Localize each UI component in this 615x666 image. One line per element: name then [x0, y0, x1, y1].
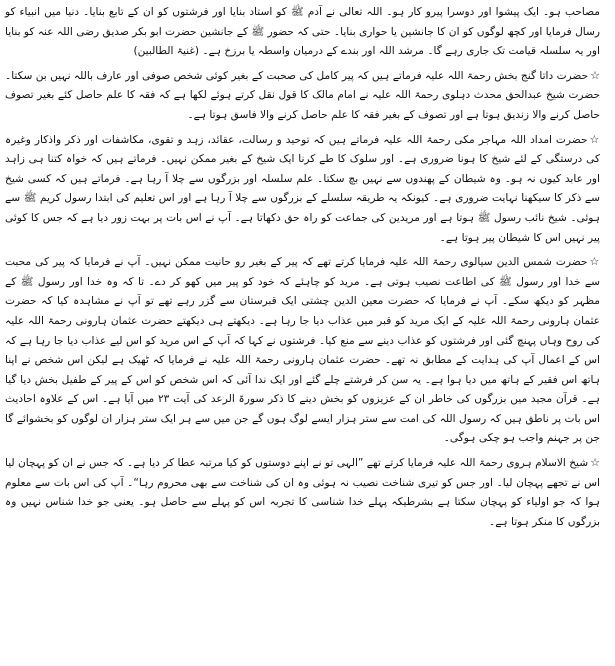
paragraph-imdadullah	[5, 130, 600, 249]
star-bullet: ☆	[589, 132, 600, 146]
paragraph-text: حضرت شمس الدین سیالوی رحمۃ اللہ علیہ فرمایا کرتے تھے کہ پیر کے بغیر رو حانیت ممکن نہیں۔ آپ نے فرمایا کہ پیر کی محبت سے خدا اور رسول ﷺ کی اطاعت نصیب ہوتی ہے۔ مرید کو چاہئے کہ خود کو پیر میں کھو کر دے۔ تا کہ وہ خدا اور رسول ﷺ کے مظہر کو دیکھ سکے۔ آپ نے فرمایا کہ حضرت معین الدین چشتی ایک قبرستان سے گزر رہے تھے تو آپ نے مشاہدہ کیا کہ حضرت عثمان ہارونی رحمۃ اللہ علیہ کے ایک مرید کو قبر میں عذاب دیا جا رہا ہے۔ دیکھتے ہی دیکھتے حضرت عثمان ہارونی رحمۃ اللہ علیہ کی روح وہاں پہنچ گئی اور فرشتوں کو عذاب دینے سے منع کیا۔ فرشتوں نے کہا کہ آپ کے اس مرید کو اس لیے عذاب دیا جا رہا ہے کہ اس کے اعمال آپ کی ہدایت کے مطابق نہ تھے۔ حضرت عثمان ہارونی رحمۃ اللہ علیہ نے فرمایا کہ ٹھیک ہے لیکن اس شخص نے اپنا ہاتھ اس فقیر کے ہاتھ میں دیا ہوا ہے۔ یہ سن کر فرشتے چلے گئے اور ایک ندا آئی کہ اس شخص کو اس کے پیر کے طفیل بخش دیا گیا ہے۔ قرآن مجید میں بزرگوں کی خاطر ان کے عزیزوں کو بخش دینے کا ذکر سورۃ الرعد کی آیت ۲۳ میں آیا ہے۔ اس کے علاوہ احادیث اس بات پر ناطق ہیں کہ رسول اللہ کی امت سے ستر ہزار ایسے لوگ ہوں گے جن میں سے ہر ایک ستر ہزار ان لوگوں کو بخشوائے گا جن پر جہنم واجب ہو چکی ہوگی۔	[5, 256, 600, 445]
star-bullet: ☆	[590, 456, 600, 470]
paragraph-harwi	[5, 453, 600, 532]
paragraph-text: مصاحب ہو۔ ایک پیشوا اور دوسرا پیرو کار ہو۔ اللہ تعالی نے آدم ﷺ کو استاد بنایا اور فرشتوں کو ان کے تابع بنایا۔ دنیا میں انبیاء کو رسال فرمایا اور کچھ لوگوں کو ان کا جانشین یا حواری بنایا۔ حتی کہ حضور ﷺ کے جانشین حضرت ابو بکر صدیق رضی اللہ عنہ کو بنایا اور یہ سلسلہ قیامت تک جاری رہے گا۔ مرشد اللہ اور بندے کے درمیان واسطہ یا برزخ ہے۔ (غنیۃ الطالبین)	[5, 6, 600, 58]
paragraph-intro	[5, 3, 600, 62]
paragraph-shams-uddin	[5, 252, 600, 449]
paragraph-text: حضرت امداد اللہ مہاجر مکی رحمۃ اللہ علیہ فرماتے ہیں کہ توحید و رسالت، عقائد، زہد و تقوی، مکاشفات اور ذکر واذکار وغیرہ کی درستگی کے لئے شیخ کا ہونا ضروری ہے۔ اور سلوک کا طے کرنا ایک شیخ کے بغیر ممکن نہیں۔ فرماتے ہیں کہ خواہ کتنا ہی زاہد اور عابد کیوں نہ ہو۔ وہ شیطان کے پھندوں سے نہیں بچ سکتا۔ علم سلسلہ اور بزرگوں سے چلا آ رہا ہے۔ فرماتے ہیں کہ کسی شیخ سے ذکر کا سیکھنا نہایت ضروری ہے۔ کیونکہ یہ طریقہ سلسلے کے بزرگوں سے چلا آ رہا ہے اور اس تعلیم کی ابتدا رسول کریم ﷺ سے ہوئی۔ شیخ نائب رسول ﷺ ہوتا ہے اور مریدین کی جماعت کو راہ حق دکھاتا ہے۔ آپ نے اس بات پر بہت زور دیا ہے کہ جس کا کوئی پیر نہیں اس کا شیطان پیر ہوتا ہے۔	[5, 133, 600, 244]
paragraph-text: شیخ الاسلام ہروی رحمۃ اللہ علیہ فرمایا کرتے تھے ”الہی تو نے اپنے دوستوں کو کیا مرتبہ عطا کر دیا ہے۔ کہ جس نے ان کو پہچان لیا اس نے تجھے پہچان لیا۔ اور جس کو تیری شناخت نصیب نہ ہوئی وہ ان کی شناخت سے بھی محروم رہا“۔ آپ کی اس بات سے معلوم ہوا کہ جو اولیاء کو پہچان سکتا ہے بشرطیکہ پہلے خدا شناسی کا تجربہ اس کو پہلے سے حاصل ہو۔ یعنی جو خدا شناس نہیں وہ بزرگوں کا منکر ہوتا ہے۔	[5, 457, 600, 528]
paragraph-text: حضرت داتا گنج بخش رحمۃ اللہ علیہ فرماتے ہیں کہ پیر کامل کی صحبت کے بغیر کوئی شخص صوفی اور عارف باللہ نہیں بن سکتا۔ حضرت شیخ عبدالحق محدث دہلوی رحمۃ اللہ علیہ نے امام مالک کا قول نقل کرتے ہوئے لکھا ہے کہ فقہ کا علم حاصل کئے بغیر تصوف حاصل کرنے والا زندیق ہوتا ہے اور تصوف کے بغیر فقہ کا علم حاصل کرنے والا فاسق ہوتا ہے۔	[5, 69, 600, 121]
star-bullet: ☆	[589, 255, 600, 269]
paragraph-data-ganj-bakhsh	[5, 66, 600, 126]
star-bullet: ☆	[590, 68, 600, 82]
